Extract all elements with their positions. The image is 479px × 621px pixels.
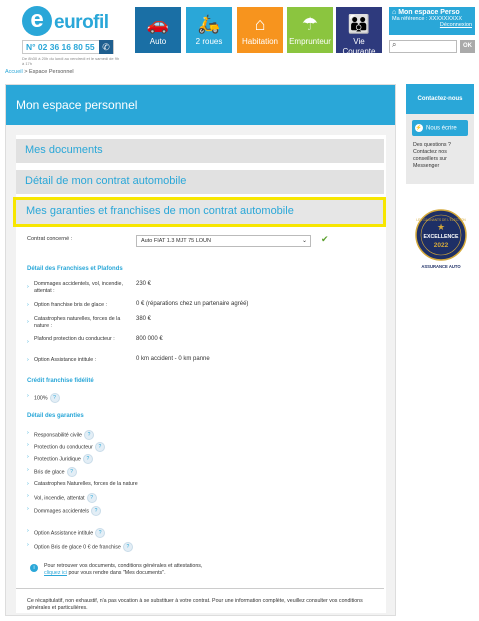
franchises-title: Détail des Franchises et Plafonds [27,266,123,272]
franchise-value: 380 € [136,316,152,322]
nav-2roues[interactable] [186,7,232,53]
credit-value [34,393,74,403]
disclaimer: Ce récapitulatif, non exhaustif, n'a pas vocation à se substituer à votre contrat. Pour une information complète, veuillez consulter vos conditions générales et particulières. [27,598,363,611]
badge-year: 2022 [433,242,449,249]
accordion-garanties-franchises[interactable]: Mes garanties et franchises de mon contrat automobile [13,197,386,227]
messenger-icon: ⚡ [415,125,423,131]
award-badge-graphic [412,205,470,275]
contract-select[interactable] [136,235,311,247]
garantie-item [34,430,234,440]
arrow-icon: › [27,357,29,363]
write-us-label: Nous écrire [426,125,457,132]
star-icon: ★ [436,222,446,232]
garantie-item [34,442,234,452]
credit-title: Crédit franchise fidélité [27,378,94,384]
search-ok-button[interactable]: OK [460,40,475,53]
badge-label: EXCELLENCE [423,234,459,240]
nav-emprunteur[interactable] [287,7,333,53]
franchise-value: 0 km accident - 0 km panne [136,356,210,362]
franchise-value: 230 € [136,281,152,287]
eurofil-logo[interactable] [22,6,122,38]
umbrella-icon: ☂ [301,14,319,34]
breadcrumb [5,69,74,75]
arrow-icon: › [27,393,29,399]
help-icon[interactable]: ? [84,430,94,440]
page-title: Mon espace personnel [6,85,395,125]
help-icon[interactable]: ? [50,393,60,403]
documents-info [44,563,364,577]
write-us-button[interactable] [412,120,468,136]
search-input[interactable] [389,40,457,53]
family-icon: 👪 [347,14,371,34]
franchise-value: 800 000 € [136,336,163,342]
arrow-icon: › [27,339,29,345]
nav-habitation-label: Habitation [241,37,279,46]
logo-mark: e [22,6,52,36]
perso-reference: Ma référence : XXXXXXXXX [392,16,463,22]
nav-auto[interactable] [135,7,181,53]
accordion-mes-documents[interactable]: Mes documents [16,139,384,163]
contact-panel [406,84,474,184]
divider [16,588,384,589]
franchise-label: Dommages accidentels, vol, incendie, attentat : [34,281,123,294]
garantie-item [34,454,234,464]
accordion-detail-contrat[interactable]: Détail de mon contrat automobile [16,170,384,194]
garantie-label: Bris de glace [34,469,65,476]
garantie-item [34,493,234,503]
chevron-down-icon: ⌄ [301,238,307,244]
arrow-icon: › [27,542,29,548]
franchise-value: 0 € (réparations chez un partenaire agréé) [136,301,249,307]
arrow-icon: › [27,454,29,460]
home-icon: ⌂ [392,9,399,16]
espace-perso-title[interactable] [392,9,472,16]
phone-icon[interactable]: ✆ [99,40,113,54]
nav-emprunteur-label: Emprunteur [289,37,331,46]
garantie-item [34,481,254,488]
arrow-icon: › [27,284,29,290]
breadcrumb-home[interactable]: Accueil [5,69,23,75]
garanties-title: Détail des garanties [27,413,84,419]
garantie-label: Protection du conducteur [34,444,93,451]
credit-value-text: 100% [34,395,48,402]
logo-text: eurofil [54,12,109,33]
nav-2roues-label: 2 roues [195,37,223,46]
phone-number[interactable]: N° 02 36 16 80 55 [22,40,114,54]
house-icon: ⌂ [254,14,266,34]
info-icon: i [30,564,38,572]
garantie-label: Responsabilité civile [34,432,82,439]
espace-perso-box [389,7,475,35]
arrow-icon: › [27,442,29,448]
scooter-icon: 🛵 [197,14,221,34]
header [0,0,479,67]
nav-auto-label: Auto [149,37,167,46]
help-icon[interactable]: ? [123,542,133,552]
garantie-item [34,506,234,516]
garantie-option [34,542,254,552]
franchise-label: Option franchise bris de glace : [34,302,108,308]
franchise-label: Catastrophes naturelles, forces de la nature : [34,316,121,329]
garantie-label: Protection Juridique [34,456,81,463]
help-icon[interactable]: ? [91,506,101,516]
contact-title: Contactez-nous [406,84,474,114]
help-icon[interactable]: ? [83,454,93,464]
contact-text: Des questions ? Contactez nos conseillers sur Messenger [413,142,451,169]
search-icon: ⌕ [392,40,397,49]
arrow-icon: › [27,506,29,512]
phone-hours: De 8h30 à 20h du lundi au vendredi et le samedi de 9h à 17h [22,56,120,66]
arrow-icon: › [27,319,29,325]
garantie-option-label: Option Assistance intitule [34,530,94,537]
help-icon[interactable]: ? [95,528,105,538]
check-icon: ✔ [321,234,329,244]
logout-link[interactable]: Déconnexion [439,22,472,28]
breadcrumb-current: Espace Personnel [29,69,74,75]
garantie-option-label: Option Bris de glace 0 € de franchise [34,544,121,551]
badge-top-text: LES GAGNANTS DE L'ÉLECTION [416,218,466,222]
help-icon[interactable]: ? [87,493,97,503]
help-icon[interactable]: ? [67,467,77,477]
garantie-option [34,528,234,538]
info-text-before: Pour retrouver vos documents, conditions générales et attestations, [44,563,203,569]
franchise-label: Option Assistance intitule : [34,357,97,363]
arrow-icon: › [27,302,29,308]
nav-vie-courante-label: Vie Courante [342,37,376,56]
documents-link[interactable]: cliquez ici [44,570,67,576]
contract-select-value: Auto FIAT 1.3 MJT 75 LOUN [141,238,211,244]
garantie-label: Catastrophes Naturelles, forces de la nature [34,481,138,487]
arrow-icon: › [27,528,29,534]
car-icon: 🚗 [146,14,170,34]
excellence-award-badge [412,205,470,275]
garantie-label: Vol, incendie, attentat [34,495,85,502]
nav-habitation[interactable] [237,7,283,53]
info-text-after: pour vous rendre dans "Mes documents". [68,570,166,576]
breadcrumb-separator: > [24,69,28,75]
nav-vie-courante[interactable] [336,7,382,56]
arrow-icon: › [27,430,29,436]
franchise-label: Plafond protection du conducteur : [34,336,115,342]
espace-perso-label: Mon espace Perso [398,9,460,16]
arrow-icon: › [27,481,29,487]
badge-sub: ASSURANCE AUTO [421,264,461,269]
garantie-label: Dommages accidentels [34,508,90,515]
garantie-item [34,467,234,477]
contract-label: Contrat concerné : [27,236,73,242]
help-icon[interactable]: ? [95,442,105,452]
arrow-icon: › [27,493,29,499]
arrow-icon: › [27,467,29,473]
